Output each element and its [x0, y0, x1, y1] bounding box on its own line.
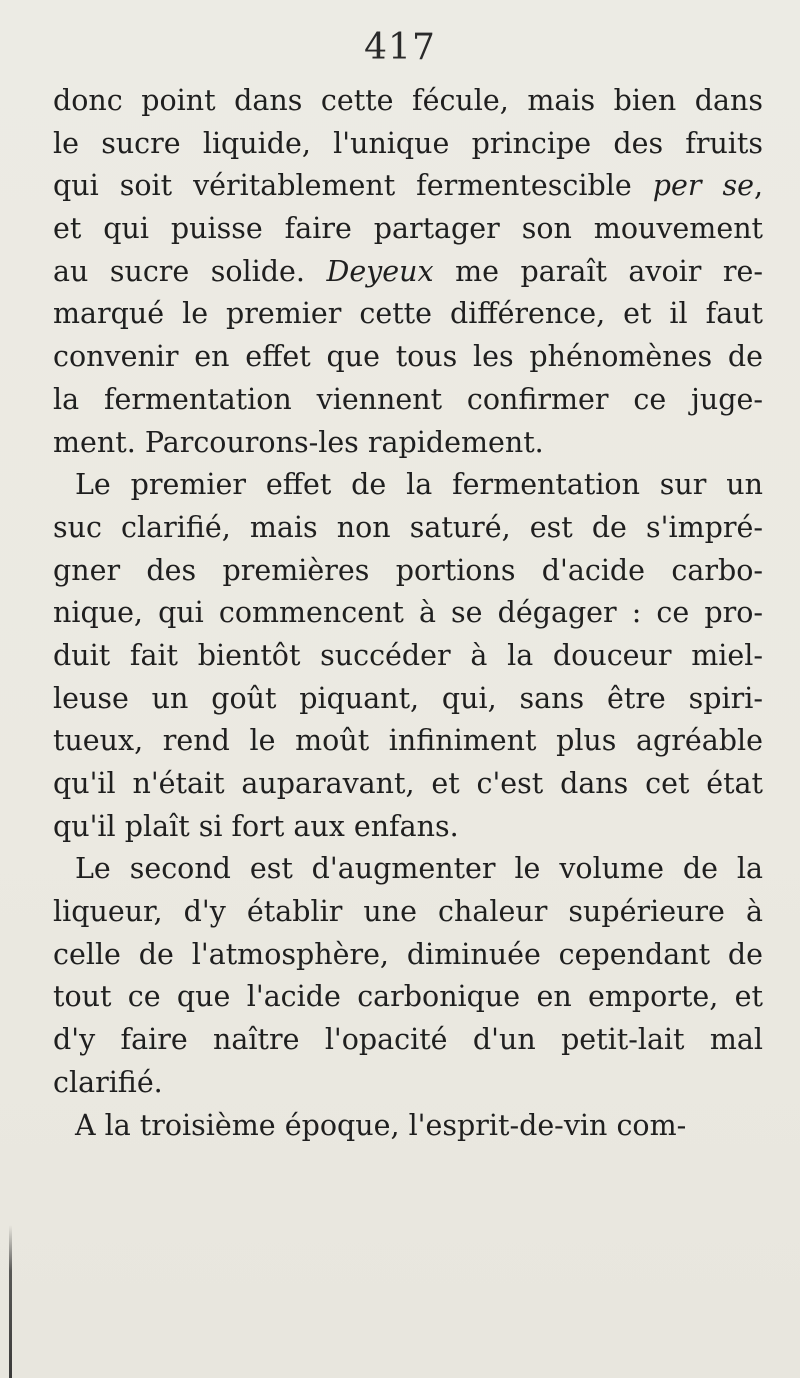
- text-line: le sucre liquide, l'unique principe des fruits: [53, 126, 763, 160]
- text-line: donc point dans cette fécule, mais bien dans: [53, 84, 763, 117]
- text-line: [53, 165, 763, 208]
- text-line: ment. Parcourons-les rapidement.: [53, 425, 544, 459]
- text-line: convenir en effet que tous les phénomènes de: [53, 340, 763, 374]
- italic-term: per se: [652, 169, 754, 203]
- text-line: suc clarifié, mais non saturé, est de s'impré-: [53, 510, 763, 544]
- body-text: [53, 80, 763, 1147]
- text-line: tueux, rend le moût infiniment plus agréable: [53, 724, 763, 758]
- text-segment: au sucre solide.: [53, 254, 305, 288]
- text-line: tout ce que l'acide carbonique en emporte, et: [53, 980, 763, 1014]
- text-line: duit fait bientôt succéder à la douceur miel-: [53, 638, 763, 672]
- text-segment: qui soit véritablement fermentescible: [53, 169, 632, 203]
- text-line: qu'il n'était auparavant, et c'est dans cet état: [53, 767, 763, 800]
- paragraph-start-line: Le premier effet de la fermentation sur un: [75, 468, 763, 502]
- punctuation: ,: [753, 169, 763, 203]
- text-line: celle de l'atmosphère, diminuée cependant de: [53, 937, 763, 971]
- text-line: et qui puisse faire partager son mouvement: [53, 212, 763, 246]
- text-line: leuse un goût piquant, qui, sans être spiri-: [53, 681, 763, 715]
- text-line: liqueur, d'y établir une chaleur supérieure à: [53, 895, 763, 929]
- author-name: Deyeux: [326, 254, 434, 288]
- text-line: qu'il plaît si fort aux enfans.: [53, 809, 459, 843]
- text-line: marqué le premier cette différence, et il faut: [53, 297, 763, 331]
- text-line: gner des premières portions d'acide carbo-: [53, 553, 763, 587]
- text-segment: me paraît avoir re-: [433, 254, 763, 288]
- text-line: nique, qui commencent à se dégager : ce pro-: [53, 596, 763, 630]
- paragraph-start-line: A la troisième époque, l'esprit-de-vin com-: [75, 1108, 687, 1142]
- text-line: d'y faire naître l'opacité d'un petit-lait mal: [53, 1023, 763, 1057]
- text-line: la fermentation viennent confirmer ce juge-: [53, 382, 763, 416]
- binding-edge-mark: [9, 1225, 12, 1378]
- paragraph-start-line: Le second est d'augmenter le volume de la: [75, 852, 763, 886]
- text-line: clarifié.: [53, 1065, 163, 1099]
- text-line: [53, 251, 763, 294]
- page-number: 417: [364, 27, 436, 68]
